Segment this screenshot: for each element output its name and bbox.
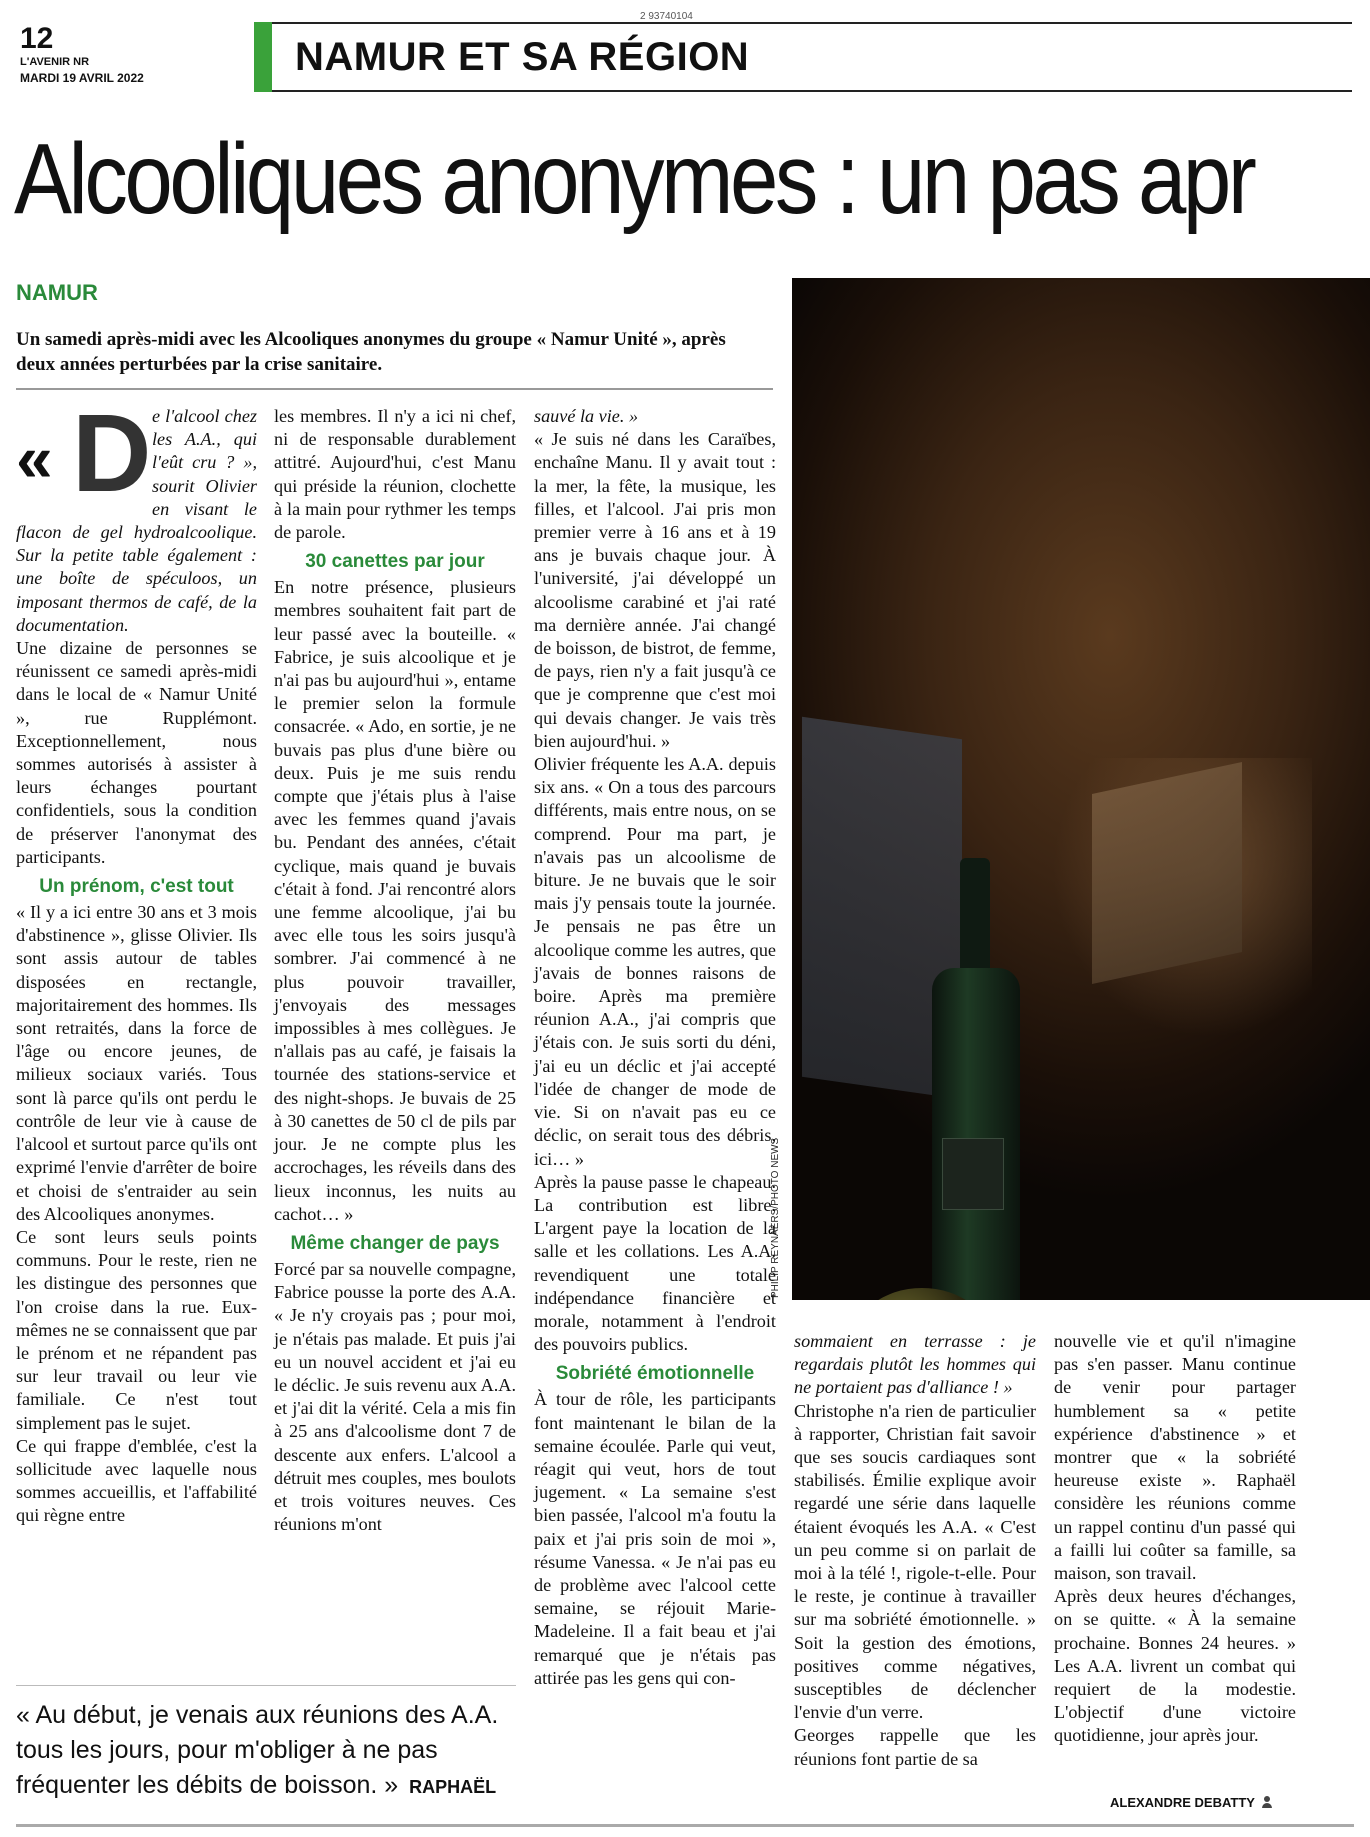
article-photo — [792, 278, 1370, 1300]
col5-paragraph-1: nouvelle vie et qu'il n'imagine pas s'en passer. Manu continue de venir pour partager humblement sa « petite expérience d'abstinence » et montrer que « la sobriété heureuse existe ». Raphaël considère les réunions comme un rappel continu d'un passé qui a failli lui coûter sa famille, sa maison, son travail. — [1054, 1331, 1296, 1584]
col3-paragraph-5: À tour de rôle, les participants font maintenant le bilan de la semaine écoulée. Parle qui veut, réagit qui veut, hors de tout jugement. « La semaine s'est bien passée, l'alcool m'a foutu la paix et j'ai pris soin de moi », résume Vanessa. « Je n'ai pas eu de problème avec l'alcool cette semaine, se réjouit Marie-Madeleine. Il a fait beau et j'ai remarqué que je n'étais pas attirée pas les gens qui con- — [534, 1389, 776, 1688]
col3-paragraph-2: « Je suis né dans les Caraïbes, enchaîne Manu. Il y avait tout : la mer, la fête, la musique, les filles, et l'alcool. J'ai pris mon premier verre à 16 ans et à 19 ans je buvais chaque jour. À l'université, j'ai développé un alcoolisme carabiné et j'ai raté ma dernière année. J'ai changé de boisson, de bistrot, de femme, de pays, rien n'y a fait jusqu'à ce que je comprenne que c'est moi qui devais changer. Je vais très bien aujourd'hui. » — [534, 429, 776, 751]
col1-paragraph-4: Ce sont leurs seuls points communs. Pour le reste, rien ne les distingue des personnes que l'on croise dans la rue. Eux-mêmes ne se connaissent que par le prénom et ne répandent pas sur leur travail ou leur vie familiale. Ce n'est tout simplement pas le sujet. — [16, 1226, 257, 1433]
col3-paragraph-1: sauvé la vie. » — [534, 406, 639, 426]
photo-bottle — [932, 968, 1020, 1300]
section-bar — [254, 22, 272, 92]
column-3 — [534, 405, 776, 1690]
subhead-3: Même changer de pays — [290, 1232, 500, 1254]
author-byline — [1110, 1795, 1273, 1810]
dropcap — [16, 392, 152, 515]
pullquote-divider — [16, 1685, 516, 1686]
column-4 — [794, 1330, 1036, 1771]
photo-bottle-label — [942, 1138, 1004, 1210]
publication-name: L'AVENIR NR — [20, 56, 90, 68]
col4-paragraph-2: Christophe n'a rien de particulier à rapporter, Christian fait savoir que ses soucis cardiaques sont stabilisés. Émilie explique avoir regardé une série dans laquelle étaient évoqués les A.A. « C'est un peu comme si on parlait de moi à la télé !, rigole-t-elle. Pour le reste, je continue à travailler sur ma sobriété émotionnelle. » Soit la gestion des émotions, positives comme négatives, susceptibles de déclencher l'envie d'un verre. — [794, 1400, 1036, 1723]
col1-paragraph-5: Ce qui frappe d'emblée, c'est la sollicitude avec laquelle nous sommes accueillis, et l'affabilité qui règne entre — [16, 1435, 257, 1526]
section-title: NAMUR ET SA RÉGION — [295, 35, 750, 79]
col2-paragraph-3: Forcé par sa nouvelle compagne, Fabrice pousse la porte des A.A. « Je n'y croyais pas ; pour moi, je n'étais pas malade. Et puis j'ai eu un nouvel accident et j'ai eu le déclic. Je suis revenu aux A.A. et j'ai dit la vérité. Cela a mis fin à 25 ans d'alcoolisme dont 7 de descente aux enfers. L'alcool a détruit mes couples, mes boulots et trois voitures neuves. Ces réunions m'ont — [274, 1258, 516, 1535]
headline: Alcooliques anonymes : un pas apr — [14, 123, 1254, 235]
col4-paragraph-1: sommaient en terrasse : je regardais plutôt les hommes qui ne portaient pas d'alliance ! » — [794, 1331, 1036, 1398]
pull-quote — [16, 1698, 536, 1805]
person-icon — [1261, 1796, 1273, 1808]
footer-rule — [16, 1824, 1354, 1827]
col1-intro: e l'alcool chez les A.A., qui l'eût cru ? », sourit Olivier en visant le flacon de gel hydroalcoolique. Sur la petite table également : une boîte de spéculoos, un imposant thermos de café, de la documentation. — [16, 406, 257, 635]
photo-credit: PHILIP REYNAERS/PHOTO NEWS — [770, 1137, 781, 1298]
col5-paragraph-2: Après deux heures d'échanges, on se quitte. « À la semaine prochaine. Bonnes 24 heures. » Les A.A. livrent un combat qui requiert de la modestie. L'objectif d'une victoire quotidienne, jour après jour. — [1054, 1586, 1296, 1746]
subhead-1: Un prénom, c'est tout — [39, 876, 234, 898]
column-1 — [16, 392, 257, 1528]
col2-paragraph-1: les membres. Il n'y a ici ni chef, ni de responsable durablement attitré. Aujourd'hui, c'est Manu qui préside la réunion, clochette à la main pour rythmer les temps de parole. — [274, 406, 516, 543]
code-label: 2 93740104 — [640, 11, 693, 22]
author-name: ALEXANDRE DEBATTY — [1110, 1795, 1255, 1810]
column-5 — [1054, 1330, 1296, 1748]
pull-quote-text: « Au début, je venais aux réunions des A.A. tous les jours, pour m'obliger à ne pas fréquenter les débits de boisson. » — [16, 1701, 499, 1799]
col1-paragraph-2: Une dizaine de personnes se réunissent ce samedi après-midi dans le local de « Namur Unité », rue Rupplémont. Exceptionnellement, nous sommes autorisés à assister à leurs échanges pourtant confidentiels, sous la condition de préserver l'anonymat des participants. — [16, 638, 257, 867]
dropcap-quote: « — [16, 421, 53, 495]
page-number: 12 — [20, 22, 54, 55]
kicker: NAMUR — [16, 280, 98, 305]
chapo: Un samedi après-midi avec les Alcooliques anonymes du groupe « Namur Unité », après deux années perturbées par la crise sanitaire. — [16, 329, 726, 375]
subhead-2: 30 canettes par jour — [305, 551, 485, 573]
subhead-4: Sobriété émotionnelle — [555, 1363, 755, 1385]
col1-paragraph-3: « Il y a ici entre 30 ans et 3 mois d'abstinence », glisse Olivier. Ils sont assis autour de tables disposées en rectangle, majoritairement des hommes. Ils sont retraités, dans la force de l'âge ou encore jeunes, de milieux sociaux variés. Tous sont là parce qu'ils ont perdu le contrôle de leur vie à cause de l'alcool et surtout parce qu'ils ont exprimé l'envie d'arrêter de boire et choisi de s'entraider au sein des Alcooliques anonymes. — [16, 902, 257, 1224]
col3-paragraph-3: Olivier fréquente les A.A. depuis six ans. « On a tous des parcours différents, mais entre nous, on se comprend. Pour ma part, je n'avais pas un alcoolisme de biture. Je ne buvais que le soir mais j'y pensais toute la journée. Je pensais ne pas être un alcoolique comme les autres, que j'avais de bonnes raisons de boire. Après ma première réunion A.A., j'ai compris que j'étais con. Je suis sorti du déni, j'ai eu un déclic et j'ai accepté l'idée de changer de mode de vie. Si on n'avait pas eu ce déclic, on serait tous des débris, ici… » — [534, 754, 776, 1169]
photo-paper — [1092, 762, 1242, 984]
dropcap-letter: D — [72, 392, 152, 515]
issue-date: MARDI 19 AVRIL 2022 — [20, 71, 144, 85]
col2-paragraph-2: En notre présence, plusieurs membres souhaitent fait part de leur passé avec la bouteille. « Fabrice, je suis alcoolique et je n'ai pas bu aujourd'hui », entame le premier selon la formule consacrée. « Ado, en sortie, je ne buvais pas plus d'une bière ou deux. Puis je me suis rendu compte que j'étais plus à l'aise avec les femmes quand j'avais bu. Pendant des années, c'était cyclique, mais quand je buvais c'était à fond. J'ai rencontré alors une femme alcoolique, j'ai bu avec elle tous les soirs jusqu'à sombrer. J'ai commencé à ne plus pouvoir travailler, j'envoyais des messages impossibles à mes collègues. Je n'allais pas au café, je faisais la tournée des stations-service et des night-shops. Je buvais de 25 à 30 canettes de 50 cl de pils par jour. Je ne compte plus les accrochages, les réveils dans des lieux inconnus, les nuits au cachot… » — [274, 577, 516, 1224]
col3-paragraph-4: Après la pause passe le chapeau. La contribution est libre. L'argent paye la location de la salle et les collations. Les A.A. revendiquent une totale indépendance financière et morale, notamment à l'endroit des pouvoirs publics. — [534, 1171, 776, 1355]
pull-quote-author: RAPHAËL — [409, 1777, 497, 1797]
col4-paragraph-3: Georges rappelle que les réunions font partie de sa — [794, 1725, 1036, 1769]
photo-bottle-neck — [960, 858, 990, 978]
column-2 — [274, 405, 516, 1536]
chapo-divider — [16, 388, 773, 390]
